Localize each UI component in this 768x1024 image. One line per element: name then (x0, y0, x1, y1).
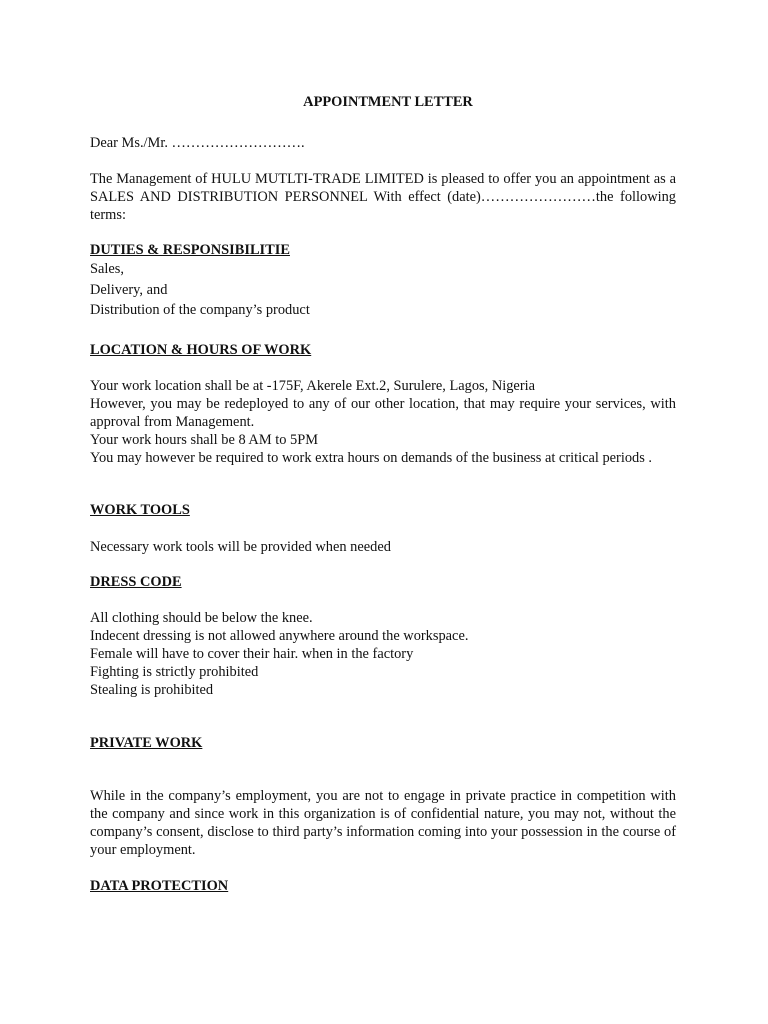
dress-code-line: All clothing should be below the knee. (90, 610, 313, 626)
dress-code-line: Female will have to cover their hair. when in the factory (90, 646, 414, 662)
private-work-heading: PRIVATE WORK (90, 735, 203, 751)
duties-list (90, 259, 676, 321)
location-line: Your work location shall be at -175F, Akerele Ext.2, Surulere, Lagos, Nigeria (90, 378, 535, 394)
work-tools-heading: WORK TOOLS (90, 502, 190, 518)
dress-code-line: Stealing is prohibited (90, 682, 214, 698)
location-line: Your work hours shall be 8 AM to 5PM (90, 432, 319, 448)
salutation: Dear Ms./Mr. ………………………. (90, 135, 305, 151)
duties-heading: DUTIES & RESPONSIBILITIE (90, 242, 290, 258)
dress-code-list (90, 609, 676, 699)
private-work-text: While in the company’s employment, you are not to engage in private practice in competition with the company and since work in this organization is of confidential nature, you may not, without the company’s consent, disclose to third party’s information coming into your possession in the course of your employment. (90, 788, 676, 858)
location-line: However, you may be redeployed to any of our other location, that may require your services, with approval from Management. (90, 396, 676, 430)
duties-item: Sales, (90, 261, 124, 277)
location-line: You may however be required to work extra hours on demands of the business at critical periods . (90, 450, 653, 466)
dress-code-line: Indecent dressing is not allowed anywhere around the workspace. (90, 628, 469, 644)
dress-code-heading: DRESS CODE (90, 574, 182, 590)
duties-item: Delivery, and (90, 281, 168, 298)
intro-paragraph: The Management of HULU MUTLTI-TRADE LIMITED is pleased to offer you an appointment as a SALES AND DISTRIBUTION PERSONNEL With effect (date)……………………the following terms: (90, 171, 676, 223)
dress-code-line: Fighting is strictly prohibited (90, 664, 259, 680)
data-protection-heading: DATA PROTECTION (90, 878, 229, 894)
location-heading: LOCATION & HOURS OF WORK (90, 342, 312, 358)
location-text (90, 377, 676, 467)
work-tools-text: Necessary work tools will be provided when needed (90, 539, 391, 555)
letter-title: APPOINTMENT LETTER (303, 94, 473, 110)
duties-item: Distribution of the company’s product (90, 302, 310, 318)
